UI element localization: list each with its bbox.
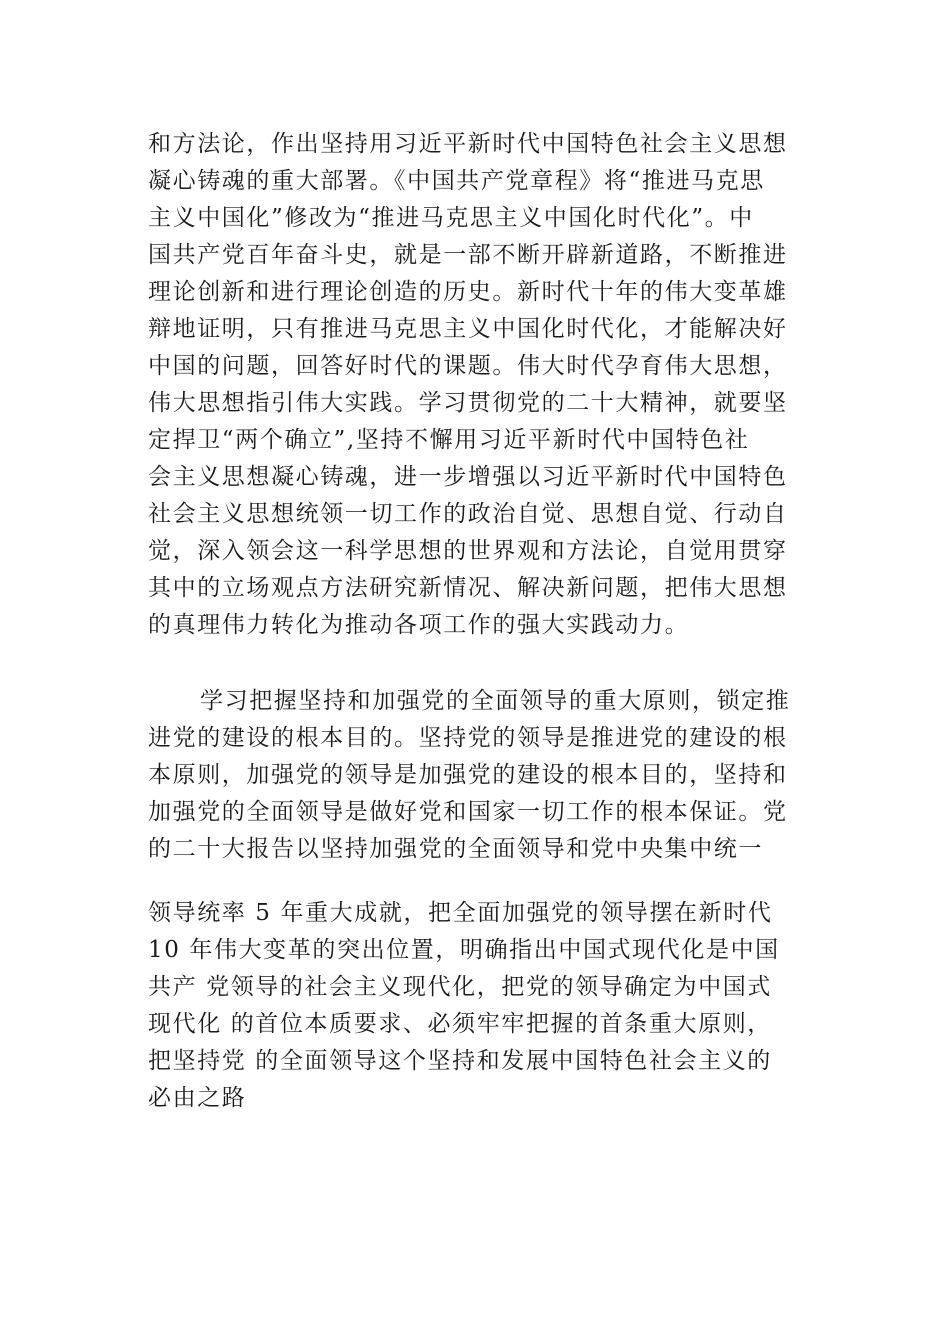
text-line: 定捍卫“两个确立”,坚持不懈用习近平新时代中国特色社 <box>148 427 750 453</box>
text-line: 其中的立场观点方法研究新情况、解决新问题，把伟大思想 <box>148 575 788 601</box>
text-line: 共产 党领导的社会主义现代化，把党的领导确定为中国式 <box>148 974 772 1000</box>
text-line: 10 年伟大变革的突出位置，明确指出中国式现代化是中国 <box>148 937 780 963</box>
text-line: 加强党的全面领导是做好党和国家一切工作的根本保证。党 <box>148 799 788 825</box>
text-line: 国共产党百年奋斗史，就是一部不断开辟新道路，不断推进 <box>148 242 788 268</box>
text-line: 伟大思想指引伟大实践。学习贯彻党的二十大精神，就要坚 <box>148 390 788 416</box>
text-line: 社会主义思想统领一切工作的政治自觉、思想自觉、行动自 <box>148 501 788 527</box>
text-line: 的二十大报告以坚持加强党的全面领导和党中央集中统一 <box>148 836 763 862</box>
text-line: 必由之路 <box>148 1085 247 1111</box>
text-line: 理论创新和进行理论创造的历史。新时代十年的伟大变革雄 <box>148 279 788 305</box>
text-line: 把坚持党 的全面领导这个坚持和发展中国特色社会主义的 <box>148 1048 772 1074</box>
text-line: 和方法论，作出坚持用习近平新时代中国特色社会主义思想 <box>148 131 788 157</box>
text-line: 觉，深入领会这一科学思想的世界观和方法论，自觉用贯穿 <box>148 538 788 564</box>
text-line: 中国的问题，回答好时代的课题。伟大时代孕育伟大思想， <box>148 353 788 379</box>
text-line: 辩地证明，只有推进马克思主义中国化时代化，才能解决好 <box>148 316 788 342</box>
text-line: 本原则，加强党的领导是加强党的建设的根本目的，坚持和 <box>148 762 788 788</box>
text-line: 进党的建设的根本目的。坚持党的领导是推进党的建设的根 <box>148 725 788 751</box>
text-line: 会主义思想凝心铸魂，进一步增强以习近平新时代中国特色 <box>148 464 788 490</box>
text-line: 领导统率 5 年重大成就，把全面加强党的领导摆在新时代 <box>148 900 773 926</box>
text-line: 现代化 的首位本质要求、必须牢牢把握的首条重大原则， <box>148 1011 772 1037</box>
text-line: 学习把握坚持和加强党的全面领导的重大原则，锁定推 <box>200 688 791 714</box>
text-line: 的真理伟力转化为推动各项工作的强大实践动力。 <box>148 612 690 638</box>
text-line: 主义中国化”修改为“推进马克思主义中国化时代化”。中 <box>148 205 754 231</box>
text-line: 凝心铸魂的重大部署。《中国共产党章程》将“推进马克思 <box>148 168 765 194</box>
